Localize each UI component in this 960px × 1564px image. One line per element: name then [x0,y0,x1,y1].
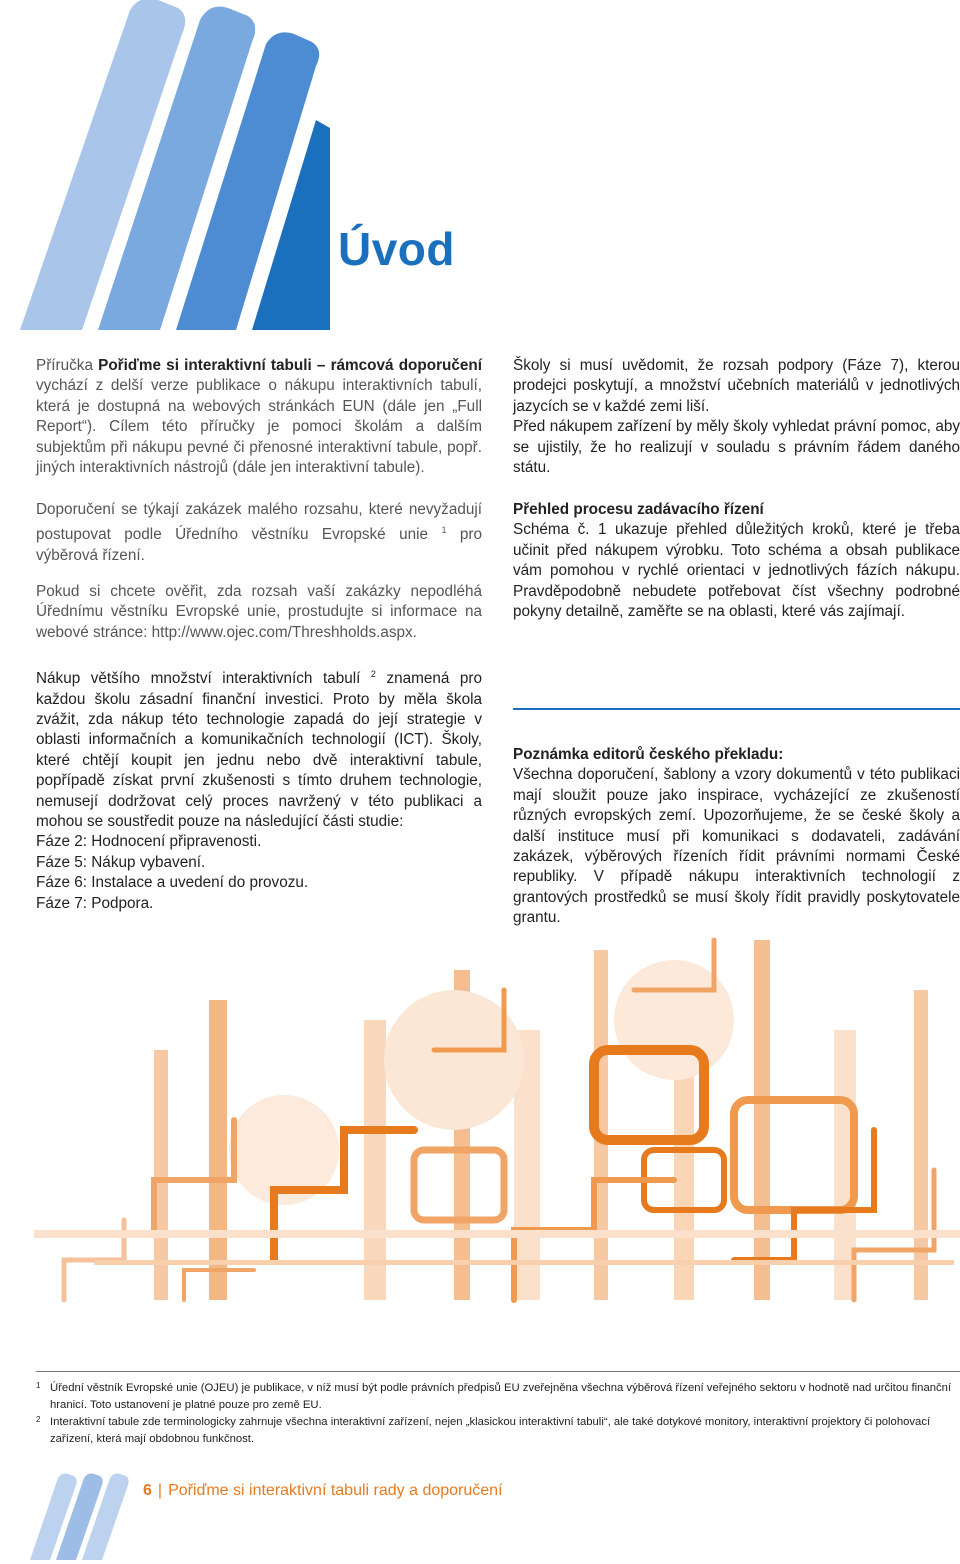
footer-separator: | [157,1482,163,1499]
footnotes [36,1380,960,1448]
scope-text-b: pro výběrová řízení. [36,526,483,564]
footnote-number: 2 [36,1415,41,1424]
decorative-orange-artwork [34,930,960,1310]
process-overview [513,500,960,622]
phase-item: Fáze 7: Podpora. [36,894,154,912]
intro-paragraph [36,356,482,478]
scope-paragraph [36,500,482,566]
scope-text-a: Doporučení se týkají zakázek malého rozsahu, které nevyžadují postupovat podle Úředního věstníku Evropské unie [36,501,482,544]
footnote-text: Úřední věstník Evropské unie (OJEU) je publikace, v níž musí být podle právních předpisů EU zveřejněna všechna výběrová řízení veřejného sektoru v hodnotě nad určitou finanční hranicí. Toto ustanovení je platné pouze pro země EU. [50,1382,952,1411]
decorative-stripes-footer [30,1470,130,1560]
process-overview-heading: Přehled procesu zadávacího řízení [513,501,764,518]
purchase-text-b: znamená pro každou školu zásadní finanční investici. Proto by měla škola zvážit, zda nákup této technologie zapadá do její strategie v oblasti informačních a komunikačních technologií (ICT). Školy, které chtějí koupit jen jednu nebo dvě interaktivní tabule, popřípadě získat první zkušenosti s tímto druhem technologie, nemusejí dodržovat celý proces navržený v této publikaci a mohou se soustředit pouze na následující části studie: [36,670,482,830]
translation-note [513,745,960,929]
publication-name: Pořiďme si interaktivní tabuli – rámcová doporučení [98,357,482,374]
section-divider [513,708,960,710]
footnote-divider [36,1371,960,1372]
footnote-ref-2[interactable]: 2 [370,669,376,679]
phase-item: Fáze 5: Nákup vybavení. [36,853,206,871]
translation-note-text: Všechna doporučení, šablony a vzory dokumentů v této publikaci mají sloužit pouze jako inspirace, vycházející ze zkušeností různých evropských zemí. Upozorňujeme, že se české školy a další instituce musí při komunikaci s dodavateli, zadávání zakázek, výběrových řízeních řídit právními normami České republiky. V případě nákupu interaktivních technologií z grantových prostředků se musí školy řídit pravidly poskytovatele grantu. [513,766,960,927]
phase-item: Fáze 2: Hodnocení připravenosti. [36,833,262,851]
decorative-stripes-top [0,0,330,330]
page-title: Úvod [338,223,455,275]
purchase-paragraph [36,664,482,914]
footnote-ref-1[interactable]: 1 [441,525,447,536]
process-overview-text: Schéma č. 1 ukazuje přehled důležitých kroků, které je třeba učinit před nákupem výrobku. Toto schéma a obsah publikace vám pomohou v rychlé orientaci v jednotlivých fázích nákupu. Pravděpodobně nebudete potřebovat číst všechny podrobné pokyny detailně, zaměřte se na oblasti, které vás zajímají. [513,521,960,621]
page-footer [143,1482,503,1500]
footnote-text: Interaktivní tabule zde terminologicky zahrnuje všechna interaktivní zařízení, nejen „klasickou interaktivní tabuli“, ale také dotykové monitory, interaktivní projektory či polohovací zařízení, která mají obdobnou funkčnost. [50,1416,931,1445]
intro-text-a: Příručka [36,357,99,374]
page-number: 6 [143,1482,152,1499]
threshold-paragraph [36,582,482,643]
legal-text: Před nákupem zařízení by měly školy vyhledat právní pomoc, aby se ujistily, že ho realizují v souladu s právním řádem daného státu. [513,418,960,477]
intro-text-c: vychází z delší verze publikace o nákupu interaktivních tabulí, která je dostupná na webových stránkách EUN (dále jen „Full Report“). Cílem této příručky je pomoci školám a dalším subjektům při nákupu pevné či přenosné interaktivní tabule, popř. jiných interaktivních nástrojů (dále jen interaktivní tabule). [36,377,482,477]
footnote-2 [36,1414,960,1448]
footer-publication-title: Pořiďme si interaktivní tabuli rady a doporučení [168,1482,503,1499]
footnote-number: 1 [36,1381,41,1390]
phase-item: Fáze 6: Instalace a uvedení do provozu. [36,874,309,892]
footnote-1 [36,1380,960,1414]
threshold-text: Pokud si chcete ověřit, zda rozsah vaší zakázky nepodléhá Úřednímu věstníku Evropské unie, prostudujte si informace na webové stránce: http://www.ojec.com/Threshholds.aspx. [36,583,482,641]
support-paragraph [513,356,960,478]
translation-note-heading: Poznámka editorů českého překladu: [513,746,784,763]
support-text: Školy si musí uvědomit, že rozsah podpory (Fáze 7), kterou prodejci poskytují, a množství učebních materiálů v jednotlivých jazycích se v každé zemi liší. [513,357,960,415]
purchase-text-a: Nákup většího množství interaktivních tabulí [36,670,361,688]
